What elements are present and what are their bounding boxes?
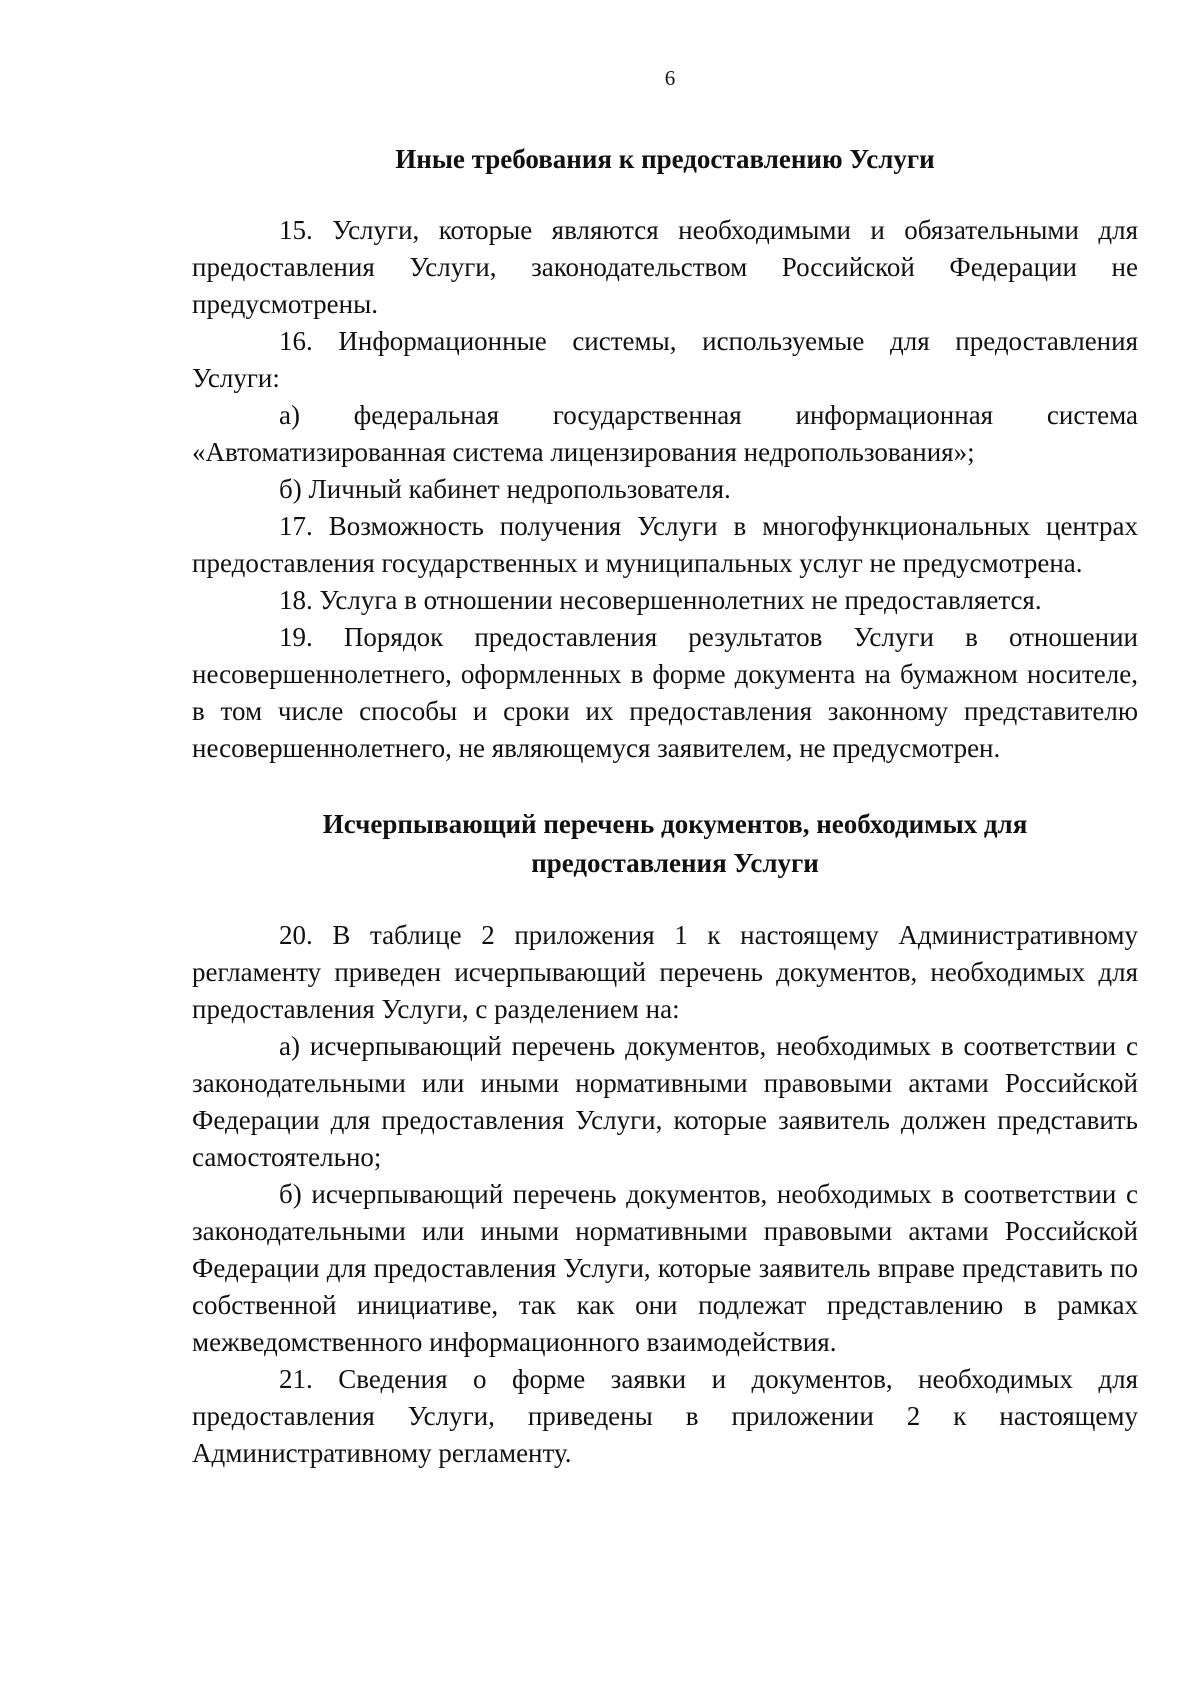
paragraph-19: 19. Порядок предоставления результатов Услуги в отношении несовершеннолетнего, оформленных в форме документа на бумажном носителе, в том числе способы и сроки их предоставления законному представителю несовершеннолетнего, не являющемуся заявителем, не предусмотрен.	[192, 622, 1138, 763]
section-title-other-requirements: Иные требования к предоставлению Услуги	[395, 144, 935, 174]
document-body	[192, 140, 1138, 1472]
paragraph-16a: а) федеральная государственная информационная система «Автоматизированная система лицензирования недропользования»;	[192, 400, 1138, 467]
paragraph-16b: б) Личный кабинет недропользователя.	[279, 474, 731, 504]
section-title-documents-list	[192, 805, 1138, 883]
paragraph-17: 17. Возможность получения Услуги в многофункциональных центрах предоставления государственных и муниципальных услуг не предусмотрена.	[192, 511, 1138, 578]
section-title-line-1: Исчерпывающий перечень документов, необходимых для	[322, 809, 1028, 839]
section-title-line-2: предоставления Услуги	[531, 848, 819, 878]
paragraph-20a: а) исчерпывающий перечень документов, необходимых в соответствии с законодательными или иными нормативными правовыми актами Российской Федерации для предоставления Услуги, которые заявитель должен представить самостоятельно;	[192, 1031, 1138, 1172]
paragraph-20: 20. В таблице 2 приложения 1 к настоящему Административному регламенту приведен исчерпывающий перечень документов, необходимых для предоставления Услуги, с разделением на:	[192, 920, 1138, 1024]
page-number: 6	[664, 66, 676, 90]
paragraph-21: 21. Сведения о форме заявки и документов, необходимых для предоставления Услуги, приведены в приложении 2 к настоящему Административному регламенту.	[192, 1364, 1138, 1468]
paragraph-18: 18. Услуга в отношении несовершеннолетних не предоставляется.	[279, 585, 1042, 615]
paragraph-15: 15. Услуги, которые являются необходимыми и обязательными для предоставления Услуги, законодательством Российской Федерации не предусмотрены.	[192, 215, 1138, 319]
paragraph-20b: б) исчерпывающий перечень документов, необходимых в соответствии с законодательными или иными нормативными правовыми актами Российской Федерации для предоставления Услуги, которые заявитель вправе представить по собственной инициативе, так как они подлежат представлению в рамках межведомственного информационного взаимодействия.	[192, 1179, 1138, 1357]
paragraph-16: 16. Информационные системы, используемые для предоставления Услуги:	[192, 326, 1138, 393]
